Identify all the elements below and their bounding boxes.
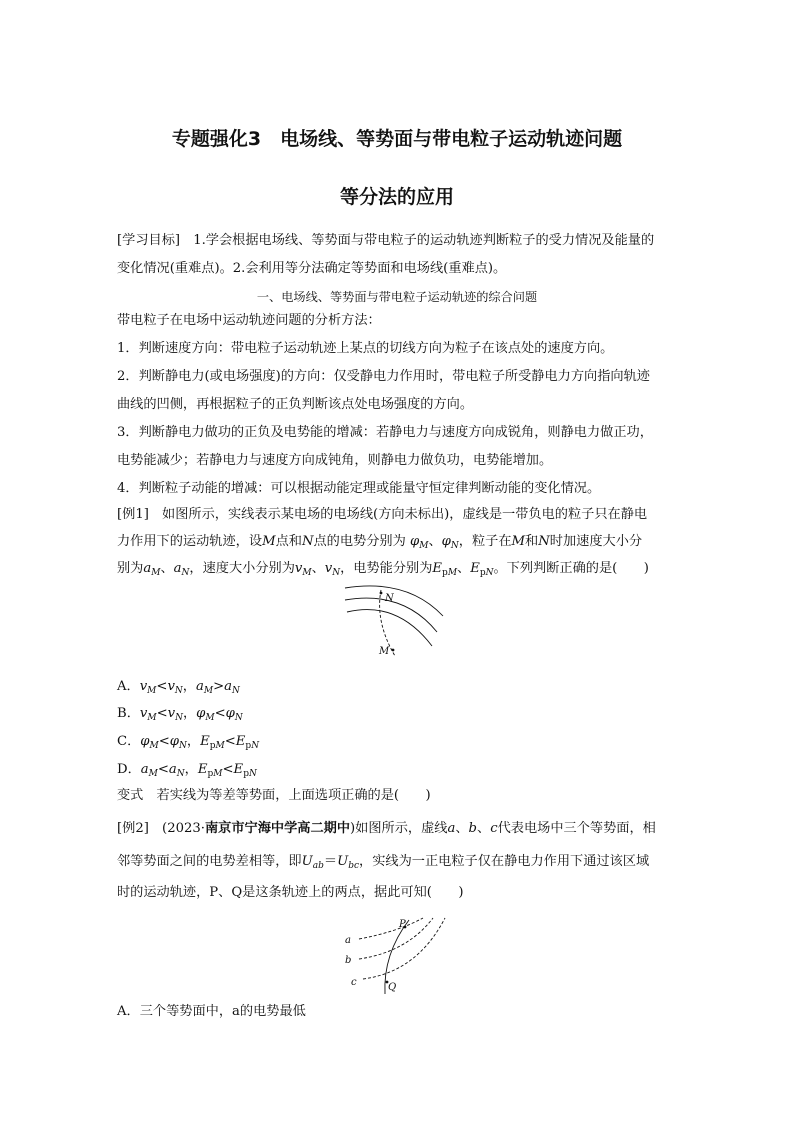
example1-option-b: B．$v_M<v_N$，$\varphi_M<\varphi_N$ [117, 706, 243, 723]
example1-line-1: [例1] 如图所示，实线表示某电场的电场线(方向未标出)，虚线是一带负电的粒子只在静电 [117, 507, 648, 522]
point-n-dot [380, 592, 383, 595]
page-title: 专题强化3 电场线、等势面与带电粒子运动轨迹问题 [171, 128, 623, 150]
equipotential-a [359, 918, 423, 939]
example1-line-2: 力作用下的运动轨迹，设M点和N点的电势分别为 $\varphi_M$、$\varphi_N$，粒子在M和N时加速度大小分 [117, 534, 643, 551]
example1-option-a: A．$v_M<v_N$，$a_M>a_N$ [117, 679, 240, 696]
objectives-line-1: [学习目标] 1.学会根据电场线、等势面与带电粒子的运动轨迹判断粒子的受力情况及能量的 [117, 233, 655, 248]
method-item-3-line-2: 电势能减少；若静电力与速度方向成钝角，则静电力做负功，电势能增加。 [117, 453, 553, 468]
example2-line-2: 邻等势面之间的电势差相等，即$U_{ab}=U_{bc}$，实线为一正电粒子仅在静电力作用下通过该区域 [117, 854, 650, 871]
label-n: N [385, 593, 394, 604]
example2-line-1: [例2] (2023·南京市宁海中学高二期中)如图所示，虚线a、b、c代表电场中三个等势面，相 [117, 821, 656, 836]
method-item-1: 1．判断速度方向：带电粒子运动轨迹上某点的切线方向为粒子在该点处的速度方向。 [117, 341, 614, 356]
label-p: P [399, 919, 406, 930]
method-item-3-line-1: 3．判断静电力做功的正负及电势能的增减：若静电力与速度方向成锐角，则静电力做正功， [117, 425, 653, 440]
section-intro: 带电粒子在电场中运动轨迹问题的分析方法： [117, 313, 381, 328]
variant-question: 变式 若实线为等差等势面，上面选项正确的是( ) [117, 788, 431, 803]
example2-option-a: A．三个等势面中，a的电势最低 [117, 1004, 306, 1019]
equipotential-b [359, 918, 433, 959]
label-q: Q [388, 982, 397, 993]
method-item-2-line-1: 2．判断静电力(或电场强度)的方向：仅受静电力作用时，带电粒子所受静电力方向指向轨迹 [117, 369, 650, 384]
label-b: b [345, 955, 352, 966]
label-m: M [379, 646, 390, 657]
example2-line-3: 时的运动轨迹，P、Q是这条轨迹上的两点，据此可知( ) [117, 885, 464, 900]
point-m-dot [392, 649, 395, 652]
objectives-line-2: 变化情况(重难点)。2.会利用等分法确定等势面和电场线(重难点)。 [117, 261, 507, 276]
example1-option-d: D．$a_M<a_N$，$E_{pM}<E_{pN}$ [117, 762, 257, 779]
method-item-2-line-2: 曲线的凹侧，再根据粒子的正负判断该点处电场强度的方向。 [117, 397, 474, 412]
section-heading: 一、电场线、等势面与带电粒子运动轨迹的综合问题 [256, 290, 538, 304]
example1-figure [335, 582, 450, 662]
example2-figure [335, 912, 460, 998]
field-line-1 [345, 586, 443, 616]
page-subtitle: 等分法的应用 [339, 186, 454, 208]
method-item-4: 4．判断粒子动能的增减：可以根据动能定理或能量守恒定律判断动能的变化情况。 [117, 481, 601, 496]
example1-option-c: C．$\varphi_M<\varphi_N$，$E_{pM}<E_{pN}$ [117, 734, 260, 751]
example1-line-3: 别为$a_M$、$a_N$，速度大小分别为$v_M$、$v_N$，电势能分别为$E_{pM}$、$E_{pN}$。下列判断正确的是( ) [117, 561, 649, 578]
label-c: c [351, 977, 357, 988]
label-a: a [345, 935, 351, 946]
